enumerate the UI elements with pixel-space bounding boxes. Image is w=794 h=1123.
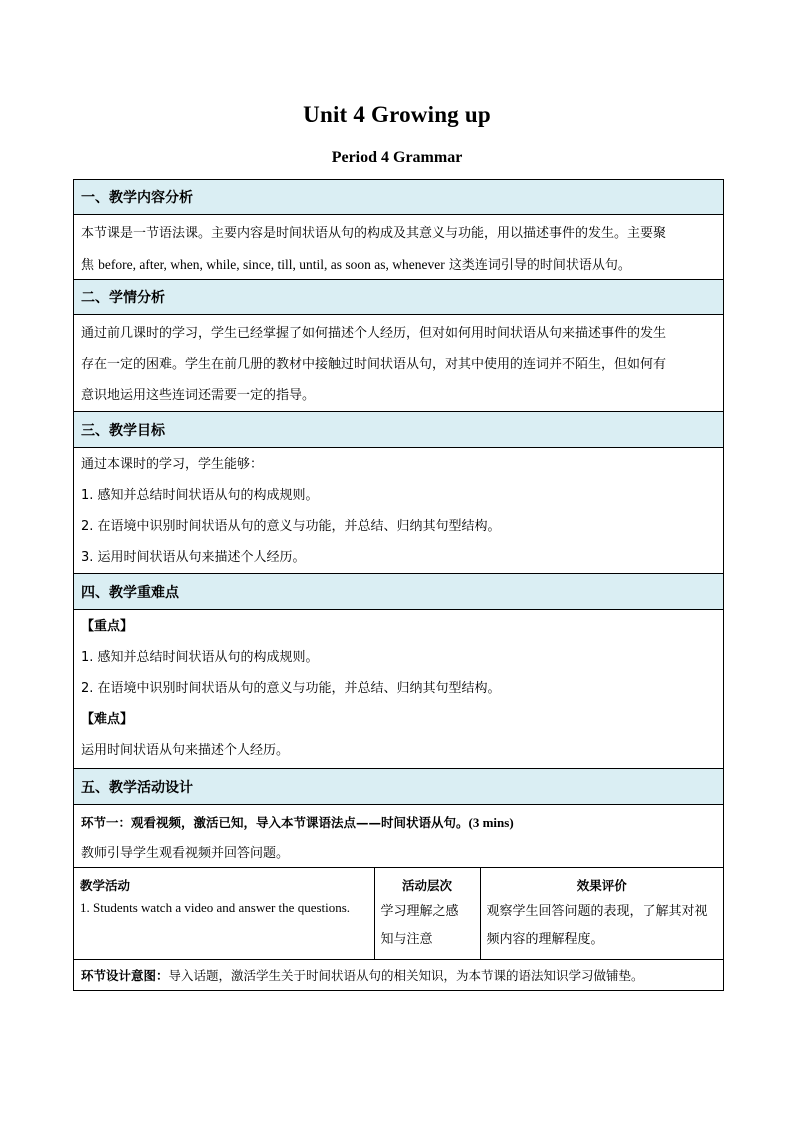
document-title: Unit 4 Growing up [303, 102, 491, 127]
section-header-keypoints: 四、教学重难点 [74, 573, 723, 610]
learners-line-3: 意识地运用这些连词还需要一定的指导。 [81, 388, 316, 403]
content-line-2-conjunctions: before, after, when, while, since, till, until, as soon as, whenever [98, 257, 445, 272]
step-one-title-text: 环节一：观看视频，激活已知，导入本节课语法点——时间状语从句。 [81, 815, 469, 830]
objective-item: 1. 感知并总结时间状语从句的构成规则。 [81, 488, 319, 503]
key-point-item: 1. 感知并总结时间状语从句的构成规则。 [81, 650, 319, 665]
document-subtitle: Period 4 Grammar [331, 149, 463, 166]
level-line-2: 知与注意 [380, 932, 433, 947]
evaluation-line-1: 观察学生回答问题的表现，了解其对视 [486, 904, 708, 919]
key-points-label: 【重点】 [81, 619, 134, 634]
objectives-intro: 通过本课时的学习，学生能够： [81, 457, 264, 472]
learners-line-2: 存在一定的困难。学生在前几册的教材中接触过时间状语从句，对其中使用的连词并不陌生，但如何有 [81, 357, 667, 372]
section-body-learners [74, 315, 723, 411]
section-header-activities: 五、教学活动设计 [74, 768, 723, 805]
section-header-content: 一、教学内容分析 [74, 179, 723, 215]
section-header-objectives: 三、教学目标 [74, 411, 723, 448]
activity-text: 1. Students watch a video and answer the questions. [80, 900, 351, 915]
content-line-1: 本节课是一节语法课。主要内容是时间状语从句的构成及其意义与功能，用以描述事件的发生。主要聚 [81, 226, 667, 241]
col-header-evaluation: 效果评价 [576, 878, 627, 893]
difficult-point-text: 运用时间状语从句来描述个人经历。 [81, 743, 290, 758]
section-body-objectives [74, 448, 723, 573]
step-design-intent [74, 960, 723, 991]
content-line-2-post: 这类连词引导的时间状语从句。 [444, 258, 631, 273]
lesson-plan-table [73, 179, 724, 991]
key-point-item: 2. 在语境中识别时间状语从句的意义与功能，并总结、归纳其句型结构。 [81, 681, 501, 696]
col-header-level: 活动层次 [401, 878, 452, 893]
design-intent-label: 环节设计意图： [81, 968, 169, 983]
step-one-duration: (3 mins) [468, 815, 514, 830]
evaluation-line-2: 频内容的理解程度。 [486, 932, 604, 947]
objective-item: 3. 运用时间状语从句来描述个人经历。 [81, 550, 306, 565]
evaluation-cell [480, 868, 723, 960]
level-cell [374, 868, 480, 960]
section-header-learners: 二、学情分析 [74, 279, 723, 315]
step-one-title [81, 807, 716, 838]
activity-table [74, 867, 723, 960]
section-body-keypoints [74, 610, 723, 768]
design-intent-text: 导入话题，激活学生关于时间状语从句的相关知识，为本节课的语法知识学习做铺垫。 [168, 968, 644, 983]
section-body-content [74, 215, 723, 279]
difficult-points-label: 【难点】 [81, 712, 134, 727]
step-one-description: 教师引导学生观看视频并回答问题。 [81, 846, 290, 861]
content-line-2 [81, 249, 716, 280]
learners-line-1: 通过前几课时的学习，学生已经掌握了如何描述个人经历，但对如何用时间状语从句来描述事件的发生 [81, 326, 667, 341]
content-line-2-pre: 焦 [81, 258, 99, 273]
col-header-activity: 教学活动 [80, 878, 131, 893]
activity-cell [74, 868, 374, 960]
step-one-block [74, 805, 723, 867]
level-line-1: 学习理解之感 [380, 904, 459, 919]
objective-item: 2. 在语境中识别时间状语从句的意义与功能，并总结、归纳其句型结构。 [81, 519, 501, 534]
